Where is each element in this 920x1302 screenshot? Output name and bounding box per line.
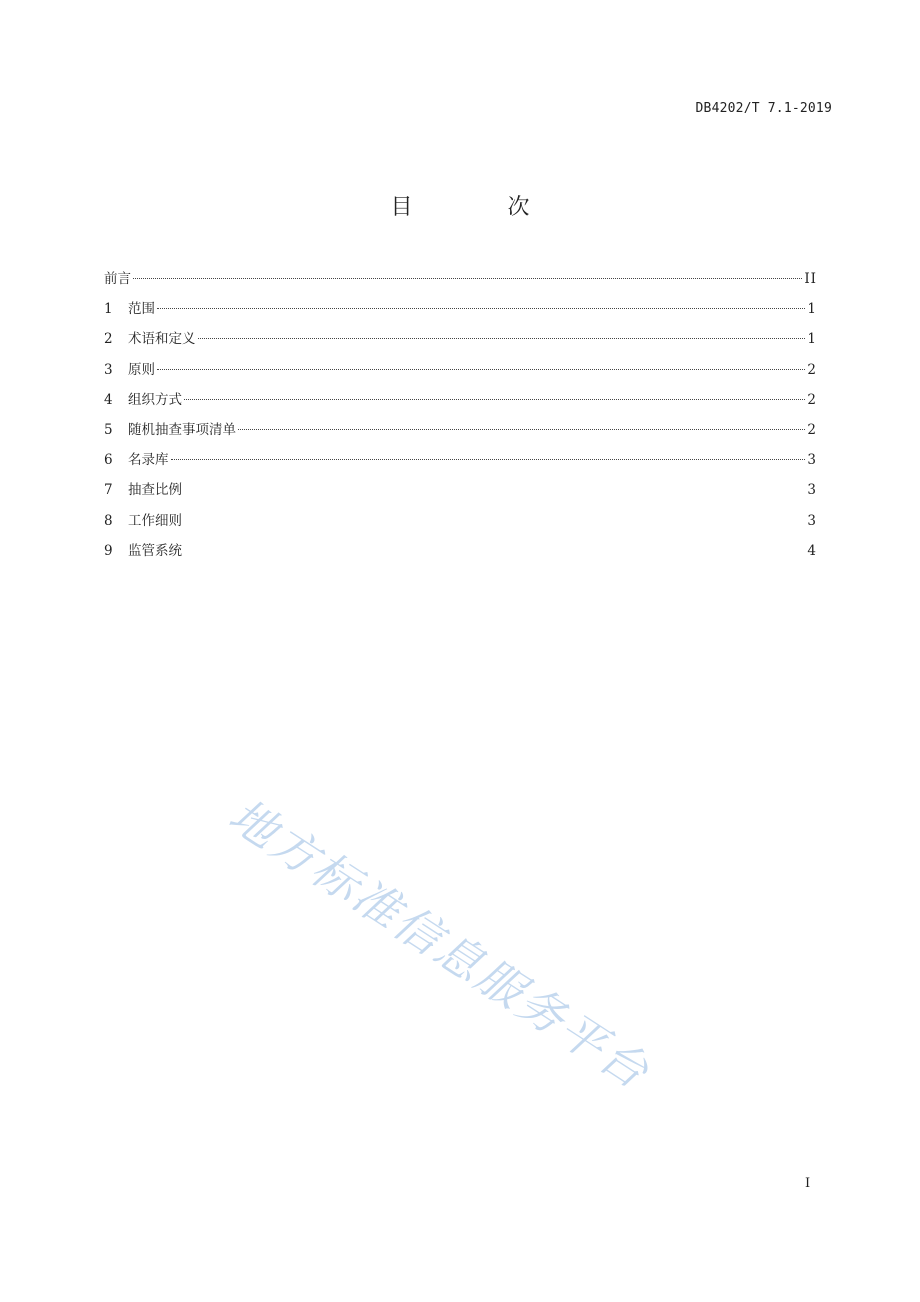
table-of-contents (104, 266, 817, 568)
toc-entry-page: 2 (807, 361, 817, 378)
toc-dot-leader (184, 550, 805, 551)
toc-entry[interactable] (104, 296, 817, 326)
toc-entry[interactable] (104, 326, 817, 356)
toc-dot-leader (133, 278, 802, 279)
toc-dot-leader (184, 520, 805, 521)
toc-entry-number: 8 (104, 512, 113, 529)
toc-entry-page: 1 (807, 331, 817, 348)
toc-entry-number: 9 (104, 542, 113, 559)
toc-dot-leader (184, 399, 805, 400)
toc-entry[interactable] (104, 266, 817, 296)
toc-entry[interactable] (104, 477, 817, 507)
toc-entry-number: 6 (104, 452, 113, 469)
toc-entry-label: 术语和定义 (128, 331, 196, 348)
toc-entry-number: 2 (104, 331, 113, 348)
toc-entry-label: 原则 (128, 361, 155, 378)
toc-dot-leader (171, 459, 806, 460)
toc-entry-label: 范围 (128, 301, 155, 318)
toc-entry-page: II (804, 271, 817, 287)
toc-dot-leader (184, 489, 805, 490)
page-title: 目 次 (390, 195, 574, 220)
toc-entry[interactable] (104, 447, 817, 477)
page-number: I (805, 1176, 811, 1191)
watermark: 地方标准信息服务平台 (219, 787, 661, 1101)
toc-entry-label: 名录库 (128, 452, 169, 469)
toc-entry[interactable] (104, 417, 817, 447)
toc-entry-label: 随机抽查事项清单 (128, 421, 236, 438)
toc-entry-page: 4 (807, 542, 817, 559)
toc-dot-leader (157, 308, 805, 309)
toc-entry[interactable] (104, 508, 817, 538)
toc-entry[interactable] (104, 357, 817, 387)
standard-code: DB4202/T 7.1-2019 (695, 101, 832, 116)
toc-entry-label: 抽查比例 (128, 482, 182, 499)
toc-entry-page: 1 (807, 301, 817, 318)
toc-entry-number: 4 (104, 391, 113, 408)
toc-entry-number: 7 (104, 482, 113, 499)
toc-dot-leader (238, 429, 805, 430)
toc-entry-page: 2 (807, 391, 817, 408)
toc-entry-page: 3 (807, 482, 817, 499)
toc-entry-number: 5 (104, 421, 113, 438)
toc-entry[interactable] (104, 538, 817, 568)
toc-entry-number: 3 (104, 361, 113, 378)
toc-entry-number: 1 (104, 301, 113, 318)
toc-entry-label: 监管系统 (128, 542, 182, 559)
toc-entry-label: 工作细则 (128, 512, 182, 529)
toc-dot-leader (157, 369, 805, 370)
toc-entry-label: 前言 (104, 271, 131, 287)
toc-dot-leader (198, 338, 806, 339)
toc-entry-page: 3 (807, 452, 817, 469)
toc-entry[interactable] (104, 387, 817, 417)
toc-entry-label: 组织方式 (128, 391, 182, 408)
toc-entry-page: 3 (807, 512, 817, 529)
toc-entry-page: 2 (807, 421, 817, 438)
